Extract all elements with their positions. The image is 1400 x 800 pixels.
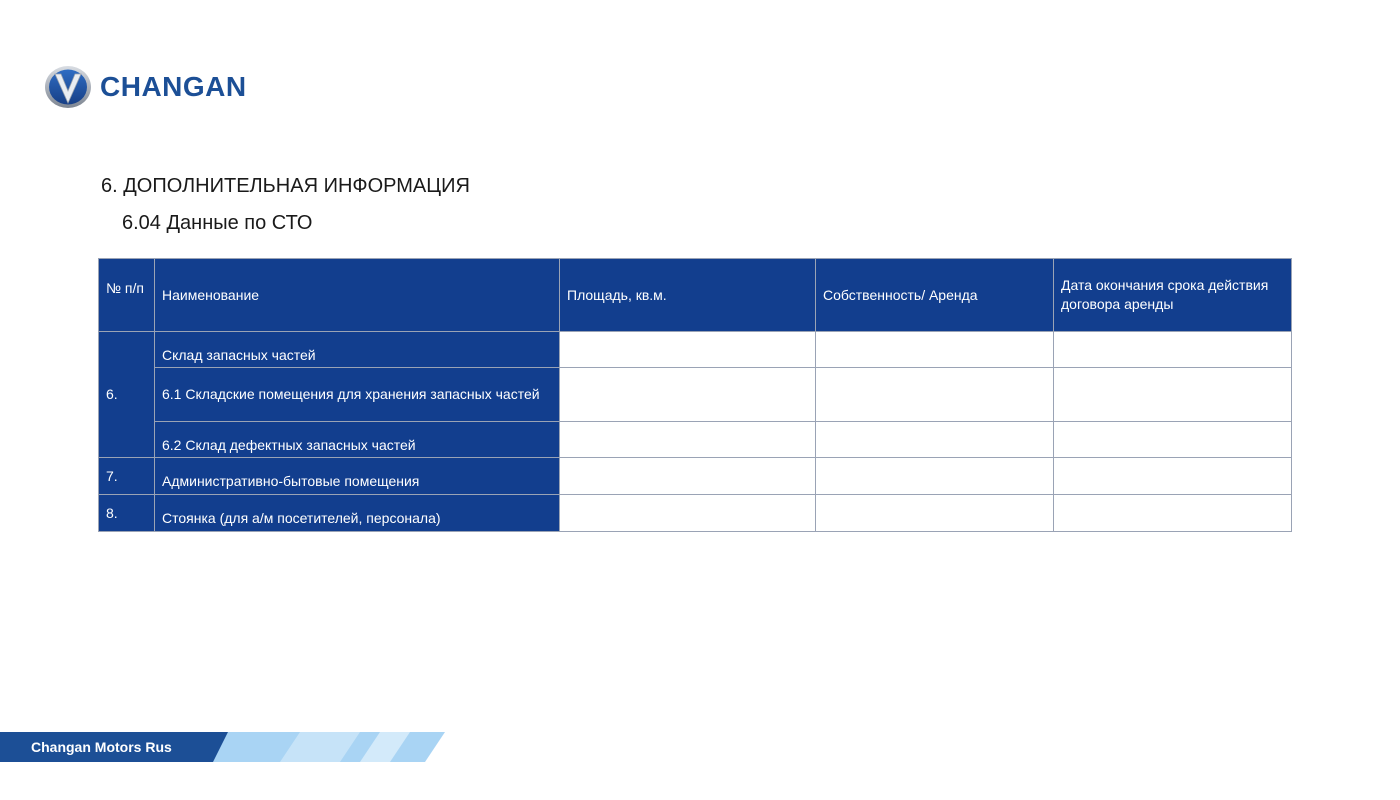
subsection-title: 6.04 Данные по СТО [122, 212, 313, 234]
header-name: Наименование [155, 259, 560, 332]
table-row [99, 422, 1292, 458]
cell-area[interactable] [560, 332, 816, 368]
table-row [99, 495, 1292, 532]
sto-data-table [98, 258, 1292, 532]
row-num: 6. [99, 332, 155, 458]
cell-ownership[interactable] [816, 458, 1054, 495]
cell-ownership[interactable] [816, 368, 1054, 422]
cell-area[interactable] [560, 495, 816, 532]
row-num: 7. [99, 458, 155, 495]
cell-lease-end[interactable] [1054, 458, 1292, 495]
cell-ownership[interactable] [816, 495, 1054, 532]
cell-ownership[interactable] [816, 332, 1054, 368]
row-name: Административно-бытовые помещения [155, 458, 560, 495]
table-header-row [99, 259, 1292, 332]
section-title: 6. ДОПОЛНИТЕЛЬНАЯ ИНФОРМАЦИЯ [101, 175, 470, 197]
header-num: № п/п [99, 259, 155, 332]
header-lease-end: Дата окончания срока действия договора аренды [1054, 259, 1292, 332]
row-name: Склад запасных частей [155, 332, 560, 368]
table-row [99, 458, 1292, 495]
changan-v-emblem-icon [44, 65, 92, 109]
cell-lease-end[interactable] [1054, 495, 1292, 532]
table-row [99, 368, 1292, 422]
row-name: Стоянка (для а/м посетителей, персонала) [155, 495, 560, 532]
table-row [99, 332, 1292, 368]
cell-lease-end[interactable] [1054, 422, 1292, 458]
cell-area[interactable] [560, 458, 816, 495]
brand-wordmark: CHANGAN [100, 71, 247, 102]
cell-lease-end[interactable] [1054, 368, 1292, 422]
header-ownership: Собственность/ Аренда [816, 259, 1054, 332]
header-area: Площадь, кв.м. [560, 259, 816, 332]
cell-area[interactable] [560, 422, 816, 458]
cell-area[interactable] [560, 368, 816, 422]
brand-logo [44, 65, 247, 109]
footer-label: Changan Motors Rus [31, 739, 172, 755]
cell-lease-end[interactable] [1054, 332, 1292, 368]
row-name: 6.2 Склад дефектных запасных частей [155, 422, 560, 458]
cell-ownership[interactable] [816, 422, 1054, 458]
row-name: 6.1 Складские помещения для хранения запасных частей [155, 368, 560, 422]
row-num: 8. [99, 495, 155, 532]
